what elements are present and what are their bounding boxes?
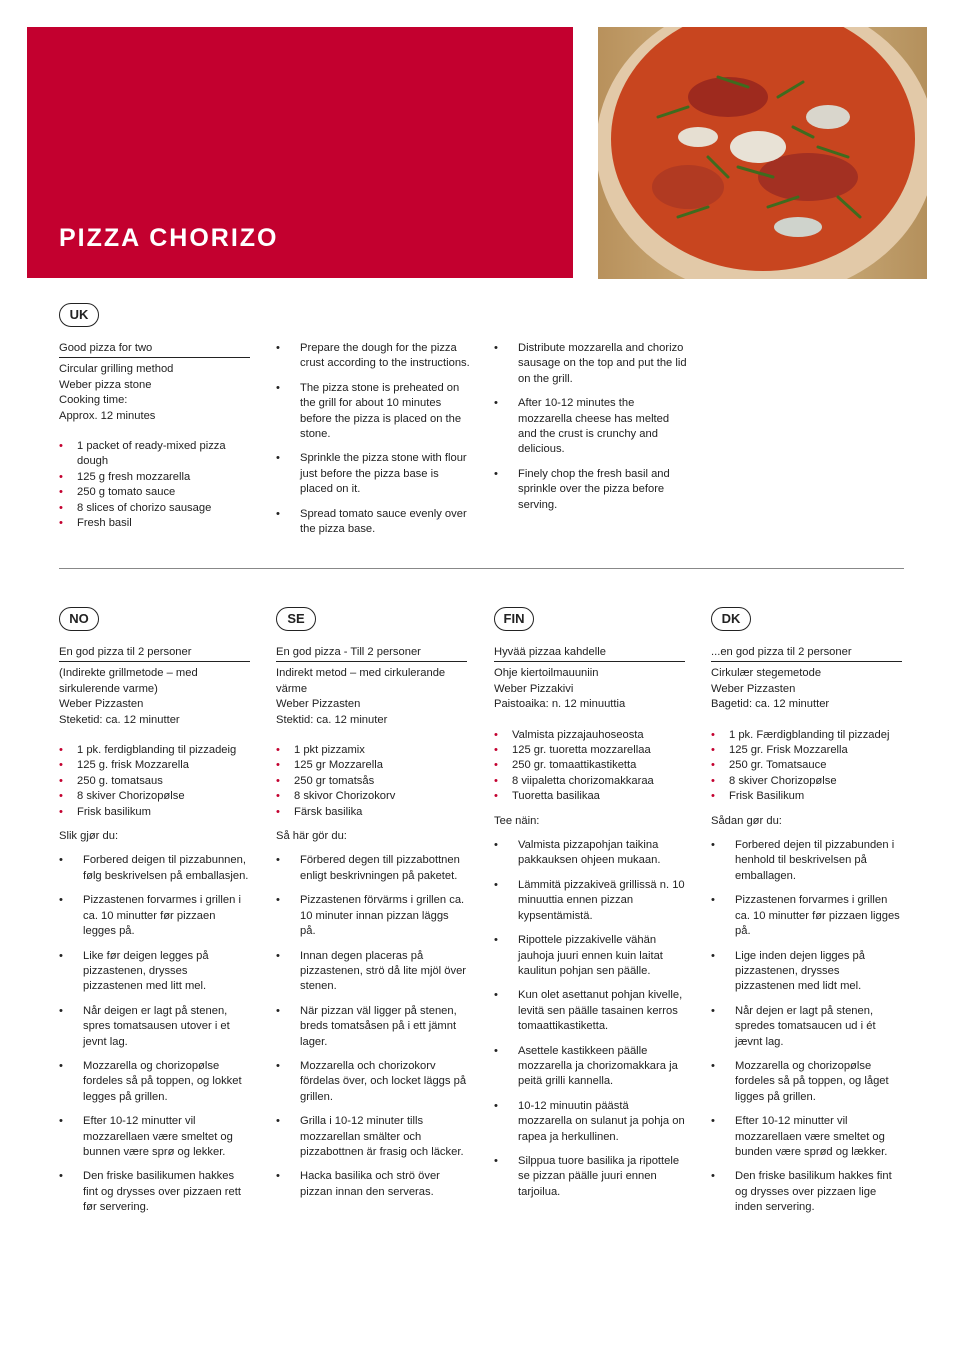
ingredient-item: • Fresh basil [59, 516, 250, 531]
uk-step-list [276, 341, 472, 537]
ingredient-item: • Frisk Basilikum [711, 789, 902, 804]
step-item: • Finely chop the fresh basil and sprinkle over the pizza before serving. [494, 467, 690, 513]
uk-steps-column-1 [276, 341, 472, 546]
step-item: • Når deigen er lagt på stenen, spres tomatsausen utover i et jevnt lag. [59, 1004, 250, 1050]
ingredient-item: • 250 g tomato sauce [59, 485, 250, 500]
fin-meta-line: Paistoaika: n. 12 minuuttia [494, 698, 626, 711]
dk-meta-line: Weber Pizzasten [711, 682, 796, 695]
step-item: • Pizzastenen forvarmes i grillen ca. 10 minutter før pizzaen ligges på. [711, 893, 902, 939]
se-ingredient-list [276, 743, 467, 820]
step-item: • Kun olet asettanut pohjan kivelle, levitä sen päälle tasainen kerros tomaattikastiketta. [494, 988, 685, 1034]
ingredient-item: • 8 skiver Chorizopølse [59, 789, 250, 804]
step-item: • Mozzarella och chorizokorv fördelas över, och locket läggs på grillen. [276, 1059, 467, 1105]
ingredient-item: • 250 g. tomatsaus [59, 774, 250, 789]
step-item: • Pizzastenen förvärms i grillen ca. 10 minuter innan pizzan läggs på. [276, 893, 467, 939]
se-badge: SE [276, 607, 316, 631]
ingredient-item: • 8 skivor Chorizokorv [276, 789, 467, 804]
fin-badge: FIN [494, 607, 534, 631]
ingredient-item: • 1 packet of ready-mixed pizza dough [59, 439, 250, 470]
step-item: • Efter 10-12 minutter vil mozzarellaen være smeltet og bunnen være sprø og lekker. [59, 1114, 250, 1160]
step-item: • After 10-12 minutes the mozzarella cheese has melted and the crust is crunchy and delicious. [494, 396, 690, 458]
uk-ingredient-list [59, 439, 250, 531]
se-meta-line: Weber Pizzasten [276, 698, 361, 711]
dk-step-list [711, 838, 902, 1216]
ingredient-item: • 125 gr. tuoretta mozzarellaa [494, 743, 685, 758]
uk-intro-column [59, 341, 250, 531]
no-column [59, 645, 250, 1225]
ingredient-item: • 250 gr tomatsås [276, 774, 467, 789]
se-recipe-title: En god pizza - Till 2 personer [276, 645, 467, 662]
ingredient-item: • 125 gr. Frisk Mozzarella [711, 743, 902, 758]
step-item: • Når dejen er lagt på stenen, spredes tomatsaucen ud i ét jævnt lag. [711, 1004, 902, 1050]
dk-recipe-title: ...en god pizza til 2 personer [711, 645, 902, 662]
no-badge: NO [59, 607, 99, 631]
step-item: • Den friske basilikumen hakkes fint og drysses over pizzaen rett før servering. [59, 1169, 250, 1215]
step-item: • Ripottele pizzakivelle vähän jauhoja juuri ennen kuin laitat kaulitun pohjan sen päälle. [494, 933, 685, 979]
fin-column [494, 645, 685, 1209]
step-item: • Spread tomato sauce evenly over the pizza base. [276, 507, 472, 538]
step-item: • 10-12 minuutin päästä mozzarella on sulanut ja pohja on rapea ja herkullinen. [494, 1099, 685, 1145]
step-item: • Innan degen placeras på pizzastenen, strö då lite mjöl över stenen. [276, 949, 467, 995]
ingredient-item: • 125 gr Mozzarella [276, 758, 467, 773]
fin-steps-intro: Tee näin: [494, 814, 540, 827]
step-item: • Den friske basilikum hakkes fint og drysses over pizzaen lige inden servering. [711, 1169, 902, 1215]
ingredient-item: • 8 skiver Chorizopølse [711, 774, 902, 789]
step-item: • Forbered dejen til pizzabunden i henhold til beskrivelsen på emballagen. [711, 838, 902, 884]
title-banner [27, 27, 573, 278]
dk-ingredient-list [711, 728, 902, 805]
fin-step-list [494, 838, 685, 1200]
uk-recipe-title: Good pizza for two [59, 341, 250, 358]
step-item: • Efter 10-12 minutter vil mozzarellaen være smeltet og bunden være sprød og lækker. [711, 1114, 902, 1160]
step-item: • Sprinkle the pizza stone with flour just before the pizza base is placed on it. [276, 451, 472, 497]
uk-meta-line: Weber pizza stone [59, 378, 152, 391]
fin-recipe-title: Hyvää pizzaa kahdelle [494, 645, 685, 662]
ingredient-item: • 250 gr. tomaattikastiketta [494, 758, 685, 773]
dk-steps-intro: Sådan gør du: [711, 814, 782, 827]
se-steps-intro: Så här gör du: [276, 830, 347, 843]
no-meta-line: Steketid: ca. 12 minutter [59, 713, 180, 726]
ingredient-item: • 1 pkt pizzamix [276, 743, 467, 758]
uk-meta-line: Approx. 12 minutes [59, 409, 156, 422]
se-meta-line: Indirekt metod – med cirkulerande värme [276, 667, 446, 695]
page-title: PIZZA CHORIZO [59, 224, 279, 252]
step-item: • Valmista pizzapohjan taikina pakkauksen ohjeen mukaan. [494, 838, 685, 869]
se-step-list [276, 853, 467, 1200]
dk-meta-line: Bagetid: ca. 12 minutter [711, 698, 830, 711]
pizza-photo [598, 27, 927, 279]
se-meta-line: Stektid: ca. 12 minuter [276, 713, 388, 726]
step-item: • Lige inden dejen ligges på pizzastenen, drysses pizzastenen med lidt mel. [711, 949, 902, 995]
step-item: • Asettele kastikkeen päälle mozzarella ja chorizomakkara ja peitä grilli kannella. [494, 1044, 685, 1090]
uk-steps-column-2 [494, 341, 690, 522]
step-item: • Prepare the dough for the pizza crust according to the instructions. [276, 341, 472, 372]
step-item: • Mozzarella og chorizopølse fordeles så på toppen, og låget ligges på grillen. [711, 1059, 902, 1105]
uk-badge: UK [59, 303, 99, 327]
uk-meta-line: Cooking time: [59, 394, 128, 407]
fin-meta-line: Weber Pizzakivi [494, 682, 574, 695]
step-item: • När pizzan väl ligger på stenen, breds tomatsåsen på i ett jämnt lager. [276, 1004, 467, 1050]
step-item: • Forbered deigen til pizzabunnen, følg beskrivelsen på emballasjen. [59, 853, 250, 884]
uk-step-list [494, 341, 690, 513]
ingredient-item: • 125 g. frisk Mozzarella [59, 758, 250, 773]
se-column [276, 645, 467, 1209]
step-item: • Pizzastenen forvarmes i grillen i ca. 10 minutter før pizzaen legges på. [59, 893, 250, 939]
step-item: • The pizza stone is preheated on the grill for about 10 minutes before the pizza is placed on the stone. [276, 381, 472, 443]
step-item: • Grilla i 10-12 minuter tills mozzarellan smälter och pizzabottnen är frasig och läcker. [276, 1114, 467, 1160]
ingredient-item: • 1 pk. Færdigblanding til pizzadej [711, 728, 902, 743]
fin-ingredient-list [494, 728, 685, 805]
dk-badge: DK [711, 607, 751, 631]
section-divider [59, 568, 904, 569]
ingredient-item: • Färsk basilika [276, 805, 467, 820]
no-recipe-title: En god pizza til 2 personer [59, 645, 250, 662]
step-item: • Mozzarella og chorizopølse fordeles så på toppen, og lokket legges på grillen. [59, 1059, 250, 1105]
step-item: • Hacka basilika och strö över pizzan innan den serveras. [276, 1169, 467, 1200]
ingredient-item: • Tuoretta basilikaa [494, 789, 685, 804]
step-item: • Lämmitä pizzakiveä grillissä n. 10 minuuttia ennen pizzan kypsentämistä. [494, 878, 685, 924]
step-item: • Silppua tuore basilika ja ripottele se pizzan päälle juuri ennen tarjoilua. [494, 1154, 685, 1200]
step-item: • Like før deigen legges på pizzastenen, drysses pizzastenen med litt mel. [59, 949, 250, 995]
no-steps-intro: Slik gjør du: [59, 830, 119, 843]
ingredient-item: • 8 viipaletta chorizomakkaraa [494, 774, 685, 789]
step-item: • Distribute mozzarella and chorizo sausage on the top and put the lid on the grill. [494, 341, 690, 387]
ingredient-item: • Frisk basilikum [59, 805, 250, 820]
no-step-list [59, 853, 250, 1215]
ingredient-item: • 125 g fresh mozzarella [59, 470, 250, 485]
dk-meta-line: Cirkulær stegemetode [711, 667, 822, 680]
ingredient-item: • 1 pk. ferdigblanding til pizzadeig [59, 743, 250, 758]
fin-meta-line: Ohje kiertoilmauuniin [494, 667, 599, 680]
ingredient-item: • Valmista pizzajauhoseosta [494, 728, 685, 743]
dk-column [711, 645, 902, 1225]
pizza-illustration [598, 27, 927, 279]
ingredient-item: • 250 gr. Tomatsauce [711, 758, 902, 773]
ingredient-item: • 8 slices of chorizo sausage [59, 501, 250, 516]
no-meta-line: (Indirekte grillmetode – med sirkulerende varme) [59, 667, 198, 695]
no-ingredient-list [59, 743, 250, 820]
step-item: • Förbered degen till pizzabottnen enligt beskrivningen på paketet. [276, 853, 467, 884]
no-meta-line: Weber Pizzasten [59, 698, 144, 711]
uk-meta-line: Circular grilling method [59, 363, 174, 376]
